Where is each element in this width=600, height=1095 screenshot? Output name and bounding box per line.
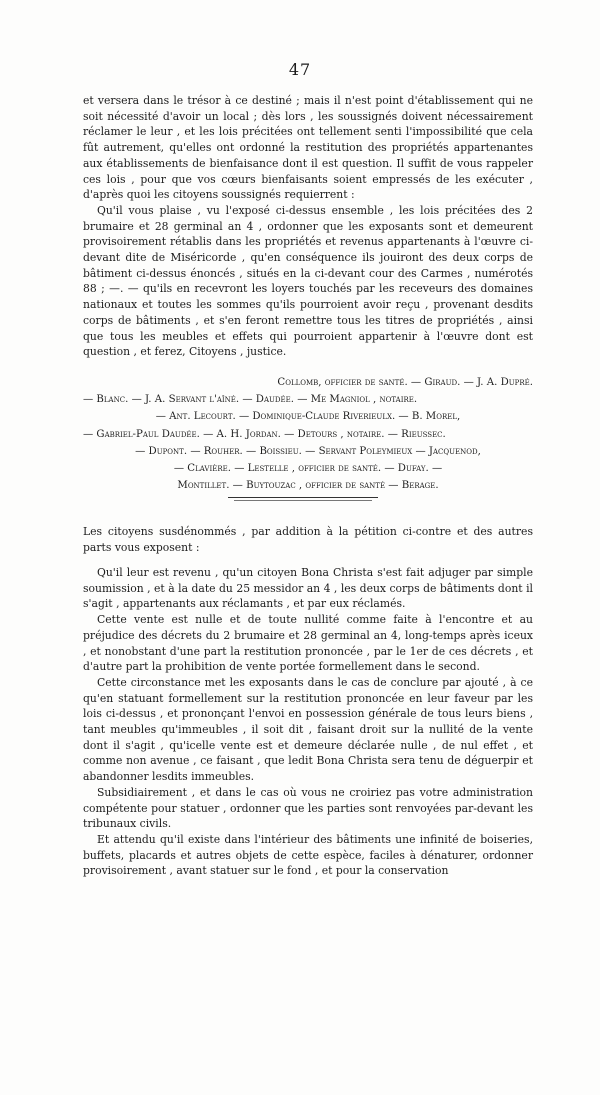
signature-line: — Gabriel-Paul Daudée. — A. H. Jordan. — Detours , notaire. — Rieussec.	[83, 428, 446, 440]
paragraph: Cette vente est nulle et de toute nullité comme faite à l'encontre et au préjudice des décrets du 2 brumaire et 28 germinal an 4, long-temps après iceux , et nonobstant d'une part la restitution prononcée , par le 1er de ces décrets , et d'autre part la prohibition de vente portée formellement dans le second.	[83, 613, 533, 674]
paragraph: Cette circonstance met les exposants dans le cas de conclure par ajouté , à ce qu'en statuant formellement sur la restitution prononcée en leur faveur par les lois ci-dessus , et prononçant l'envoi en possession générale de tous leurs biens , tant meubles qu'immeubles , il soit dit , faisant droit sur la nullité de la vente dont il s'agit , qu'icelle vente est et demeure déclarée nulle , de nul effet , et comme non avenue , ce faisant , que ledit Bona Christa sera tenu de déguerpir et abandonner lesdits immeubles.	[83, 675, 533, 784]
signature-line: — Blanc. — J. A. Servant l'aîné. — Daudée. — Me Magniol , notaire.	[83, 394, 418, 406]
paragraph: et versera dans le trésor à ce destiné ; mais il n'est point d'établissement qui ne soit nécessité d'avoir un local ; dès lors , les soussignés doivent nécessairement réclamer le leur , et les lois précitées ont tellement senti l'impossibilité que cela fût autrement, qu'elles ont ordonné la restitution des propriétés appartenantes aux établissements de bienfaisance dont il est question. Il suffit de vous rappeler ces lois , pour que vos cœurs bienfaisants soient empressés de les exécuter , d'après quoi les citoyens soussignés requierrent :	[83, 94, 533, 202]
addition-intro	[83, 524, 533, 555]
petition-text	[83, 93, 533, 360]
signature-line: — Ant. Lecourt. — Dominique-Claude Riverieulx. — B. Morel,	[155, 411, 461, 423]
paragraph: Qu'il leur est revenu , qu'un citoyen Bona Christa s'est fait adjuger par simple soumission , et à la date du 25 messidor an 4 , les deux corps de bâtiments dont il s'agit , appartenants aux réclamants , et par eux réclamés.	[83, 566, 533, 611]
section-divider	[234, 500, 372, 501]
signature-line: — Dupont. — Rouher. — Boissieu. — Servant Poleymieux — Jacquenod,	[135, 445, 481, 457]
page-number: 47	[288, 60, 312, 79]
signature-line: Montillet. — Buytouzac , officier de santé — Berage.	[177, 480, 439, 492]
paragraph: Subsidiairement , et dans le cas où vous ne croiriez pas votre administration compétente pour statuer , ordonner que les parties sont renvoyées par-devant les tribunaux civils.	[83, 785, 533, 831]
section-divider	[228, 497, 378, 498]
signature-line: Collomb, officier de santé. — Giraud. — J. A. Dupré.	[277, 377, 533, 388]
paragraph: Et attendu qu'il existe dans l'intérieur des bâtiments une infinité de boiseries, buffets, placards et autres objets de cette espèce, faciles à dénaturer, ordonner provisoirement , avant statuer sur le fond , et pour la conservation	[83, 832, 533, 878]
signature-line: — Clavière. — Lestelle , officier de santé. — Dufay. —	[173, 463, 443, 475]
addition-text	[83, 565, 533, 879]
paragraph: Les citoyens susdénommés , par addition à la pétition ci-contre et des autres parts vous exposent :	[83, 525, 533, 554]
paragraph: Qu'il vous plaise , vu l'exposé ci-dessus ensemble , les lois précitées des 2 brumaire et 28 germinal an 4 , ordonner que les exposants sont et demeurent provisoirement rétablis dans les propriétés et revenus appartenants à l'œuvre ci-devant dite de Miséricorde , qu'en conséquence ils jouiront des deux corps de bâtiment ci-dessus énoncés , situés en la ci-devant cour des Carmes , numérotés 88 ; —. — qu'ils en recevront les loyers touchés par les receveurs des domaines nationaux et toutes les sommes qu'ils pourroient avoir reçu , provenant desdits corps de bâtiments , et s'en feront remettre tous les titres de propriétés , ainsi que tous les meubles et effets qui pourroient appartenir à l'œuvre dont est question , et ferez, Citoyens , justice.	[83, 203, 533, 359]
signature-list	[83, 374, 533, 494]
